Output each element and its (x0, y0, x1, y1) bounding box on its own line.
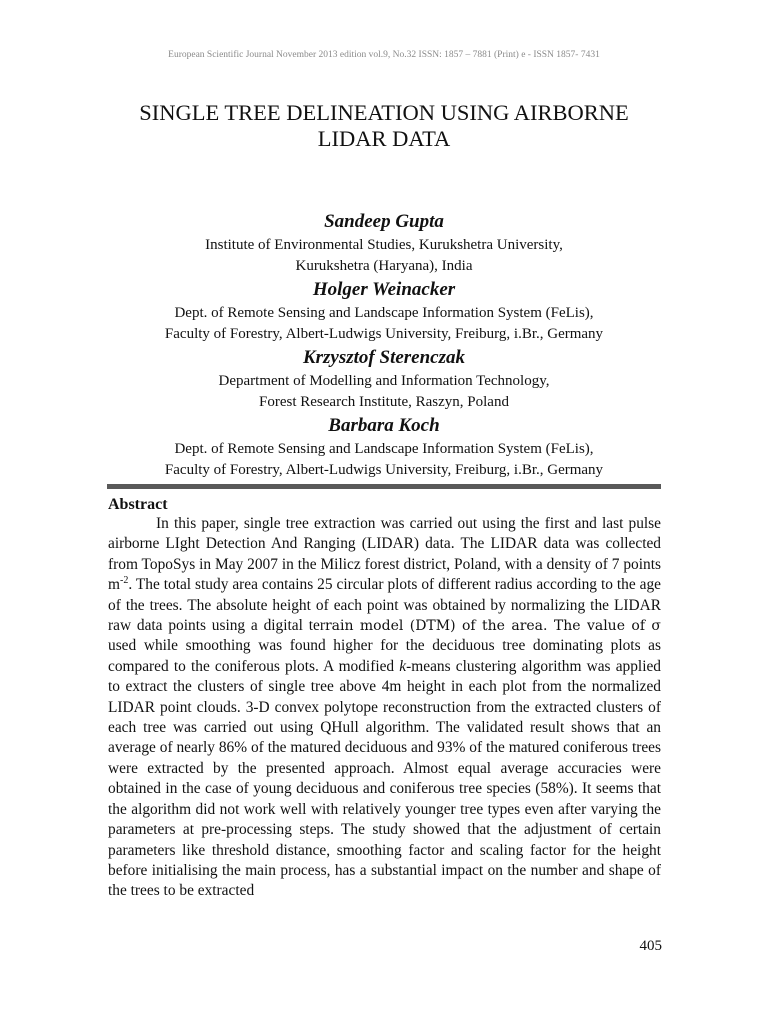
abstract-text-part: . The total study area contains 25 circular plots of different radius according to the age of the trees. The absolute height of each point was obtained by normalizing the LIDAR raw data points using a digital ter (108, 576, 661, 635)
author-entry (40, 413, 728, 481)
author-block (40, 209, 728, 481)
author-entry (40, 345, 728, 413)
abstract-text-part: In this paper, single tree extraction was carried out using the first and last pulse airborne LIght Detection And Ranging (LIDAR) data. The LIDAR data was collected from TopoSys in May 2007 in the Milicz forest district, Poland, with a density of 7 points m (108, 515, 661, 594)
author-affiliation-line: Institute of Environmental Studies, Kurukshetra University, (205, 237, 563, 253)
journal-header: European Scientific Journal November 2013 edition vol.9, No.32 ISSN: 1857 – 7881 (Print) e - ISSN 1857- 7431 (168, 50, 600, 60)
title-line-1: SINGLE TREE DELINEATION USING AIRBORNE (139, 100, 629, 125)
abstract-heading: Abstract (108, 496, 168, 513)
author-name: Krzysztof Sterenczak (302, 347, 466, 368)
author-affiliation-line: Department of Modelling and Information Technology, (218, 373, 550, 389)
paper-title (60, 100, 708, 152)
author-affiliation-line: Kurukshetra (Haryana), India (295, 258, 473, 274)
author-entry (40, 209, 728, 277)
abstract-text-part: rain model (DTM) of the area. The value of σ (324, 618, 661, 635)
author-affiliation-line: Faculty of Forestry, Albert-Ludwigs University, Freiburg, i.Br., Germany (164, 326, 604, 342)
page-number: 405 (639, 938, 662, 954)
author-affiliation-line: Dept. of Remote Sensing and Landscape Information System (FeLis), (174, 441, 594, 457)
abstract-text-part: used while smoothing was found higher for the deciduous tree dominating plots as compared to the coniferous plots. A modified (108, 637, 661, 675)
author-affiliation-line: Faculty of Forestry, Albert-Ludwigs University, Freiburg, i.Br., Germany (164, 462, 604, 478)
abstract-text-part: -means clustering algorithm was applied to extract the clusters of single tree above 4m height in each plot from the normalized LIDAR point clouds. 3-D convex polytope reconstruction from the extracted clusters of each tree was carried out using QHull algorithm. The validated result shows that an average of nearly 86% of the matured deciduous and 93% of the matured coniferous trees were extracted by the presented approach. Almost equal average accuracies were obtained in the case of young deciduous and coniferous tree species (58%). It seems that the algorithm did not work well with relatively younger tree types even after varying the parameters at pre-processing steps. The study showed that the adjustment of certain parameters like threshold distance, smoothing factor and scaling factor for the height before initialising the main process, has a substantial impact on the number and shape of the trees to be extracted (108, 657, 661, 900)
title-line-2: LIDAR DATA (317, 126, 451, 151)
author-name: Barbara Koch (328, 415, 440, 436)
author-name: Sandeep Gupta (324, 211, 444, 232)
author-affiliation-line: Dept. of Remote Sensing and Landscape Information System (FeLis), (174, 305, 594, 321)
author-entry (40, 277, 728, 345)
abstract-superscript: -2 (119, 575, 129, 587)
author-name: Holger Weinacker (312, 279, 456, 300)
section-divider (107, 484, 661, 489)
abstract-text (108, 514, 661, 902)
author-affiliation-line: Forest Research Institute, Raszyn, Poland (259, 394, 509, 410)
abstract-italic-k: k (399, 657, 407, 675)
